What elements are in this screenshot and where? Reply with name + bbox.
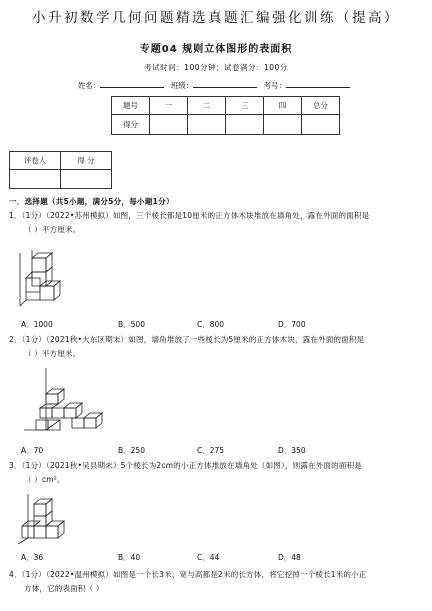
question-text-cont: （ ）cm²。 xyxy=(24,475,65,484)
option-b[interactable]: B．250 xyxy=(118,446,145,455)
score-header-cell: 二 xyxy=(188,97,226,115)
question-text: 4．（1分）（2022•温州模拟）如图是一个长3米、宽与高都是2米的长方体，将它挖掉一个棱长1米的小正 xyxy=(9,570,367,579)
score-row-label: 得分 xyxy=(112,115,150,135)
option-a[interactable]: A．70 xyxy=(21,446,44,455)
q3-options xyxy=(0,552,432,564)
grader-header-cell: 得 分 xyxy=(61,152,112,170)
grader-cell[interactable] xyxy=(61,170,112,189)
class-label: 班级： xyxy=(170,81,194,90)
question-text-cont: 方体，它的表面积（ ） xyxy=(24,584,104,593)
student-info-fields xyxy=(0,80,432,91)
question-text: 1．（1分）（2022•苏州模拟）如图，三个棱长都是10厘米的正方体木块堆放在墙角处，露在外面的面积是 xyxy=(9,211,370,220)
grader-table xyxy=(9,151,112,189)
score-cell[interactable] xyxy=(264,115,302,135)
question-1 xyxy=(9,209,369,237)
question-3 xyxy=(9,459,362,487)
option-c[interactable]: C．44 xyxy=(197,553,220,562)
option-d[interactable]: D．350 xyxy=(278,446,306,455)
question-text: 3．（1分）（2021秋•吴县期末）5个棱长为2cm的小正方体堆放在墙角处（如图），则露在外面的面积是 xyxy=(9,461,362,470)
question-text-cont: （ ）平方厘米。 xyxy=(24,225,81,234)
score-header-cell: 总分 xyxy=(302,97,340,115)
score-cell[interactable] xyxy=(226,115,264,135)
question-2 xyxy=(9,333,364,361)
score-header-cell: 题号 xyxy=(112,97,150,115)
score-header-cell: 四 xyxy=(264,97,302,115)
score-table xyxy=(111,96,340,135)
option-c[interactable]: C．800 xyxy=(197,320,225,329)
option-c[interactable]: C．275 xyxy=(197,446,225,455)
question-4 xyxy=(9,568,367,596)
document-title: 小升初数学几何问题精选真题汇编强化训练（提高） xyxy=(32,10,400,26)
question-text-cont: （ ）平方厘米。 xyxy=(24,349,81,358)
option-a[interactable]: A．36 xyxy=(21,553,44,562)
score-cell[interactable] xyxy=(150,115,188,135)
q2-cube-figure xyxy=(16,368,108,434)
section-heading: 一．选择题（共5小题，满分5分，每小题1分） xyxy=(9,197,174,206)
score-cell[interactable] xyxy=(188,115,226,135)
option-d[interactable]: D．48 xyxy=(278,553,301,562)
score-header-cell: 一 xyxy=(150,97,188,115)
q1-cube-figure xyxy=(12,250,70,310)
name-label: 姓名： xyxy=(77,81,101,90)
q3-cube-figure xyxy=(14,494,80,546)
exam-info: 考试时间：100分钟；试卷满分：100分 xyxy=(144,63,288,72)
id-label: 考号： xyxy=(263,81,287,90)
option-a[interactable]: A．1000 xyxy=(21,320,53,329)
grader-header-cell: 评卷人 xyxy=(10,152,61,170)
score-header-cell: 三 xyxy=(226,97,264,115)
option-d[interactable]: D．700 xyxy=(278,320,306,329)
name-blank[interactable] xyxy=(100,80,164,88)
id-blank[interactable] xyxy=(286,80,350,88)
score-cell[interactable] xyxy=(302,115,340,135)
grader-cell[interactable] xyxy=(10,170,61,189)
q1-options xyxy=(0,319,432,331)
option-b[interactable]: B．500 xyxy=(118,320,145,329)
question-text: 2．（1分）（2021秋•大东区期末）如图，墙角堆放了一些棱长为5厘米的正方体木块，露在外面的面积是 xyxy=(9,335,365,344)
option-b[interactable]: B．40 xyxy=(118,553,141,562)
class-blank[interactable] xyxy=(193,80,257,88)
document-subtitle: 专题04 规则立体图形的表面积 xyxy=(139,44,293,55)
q2-options xyxy=(0,445,432,457)
